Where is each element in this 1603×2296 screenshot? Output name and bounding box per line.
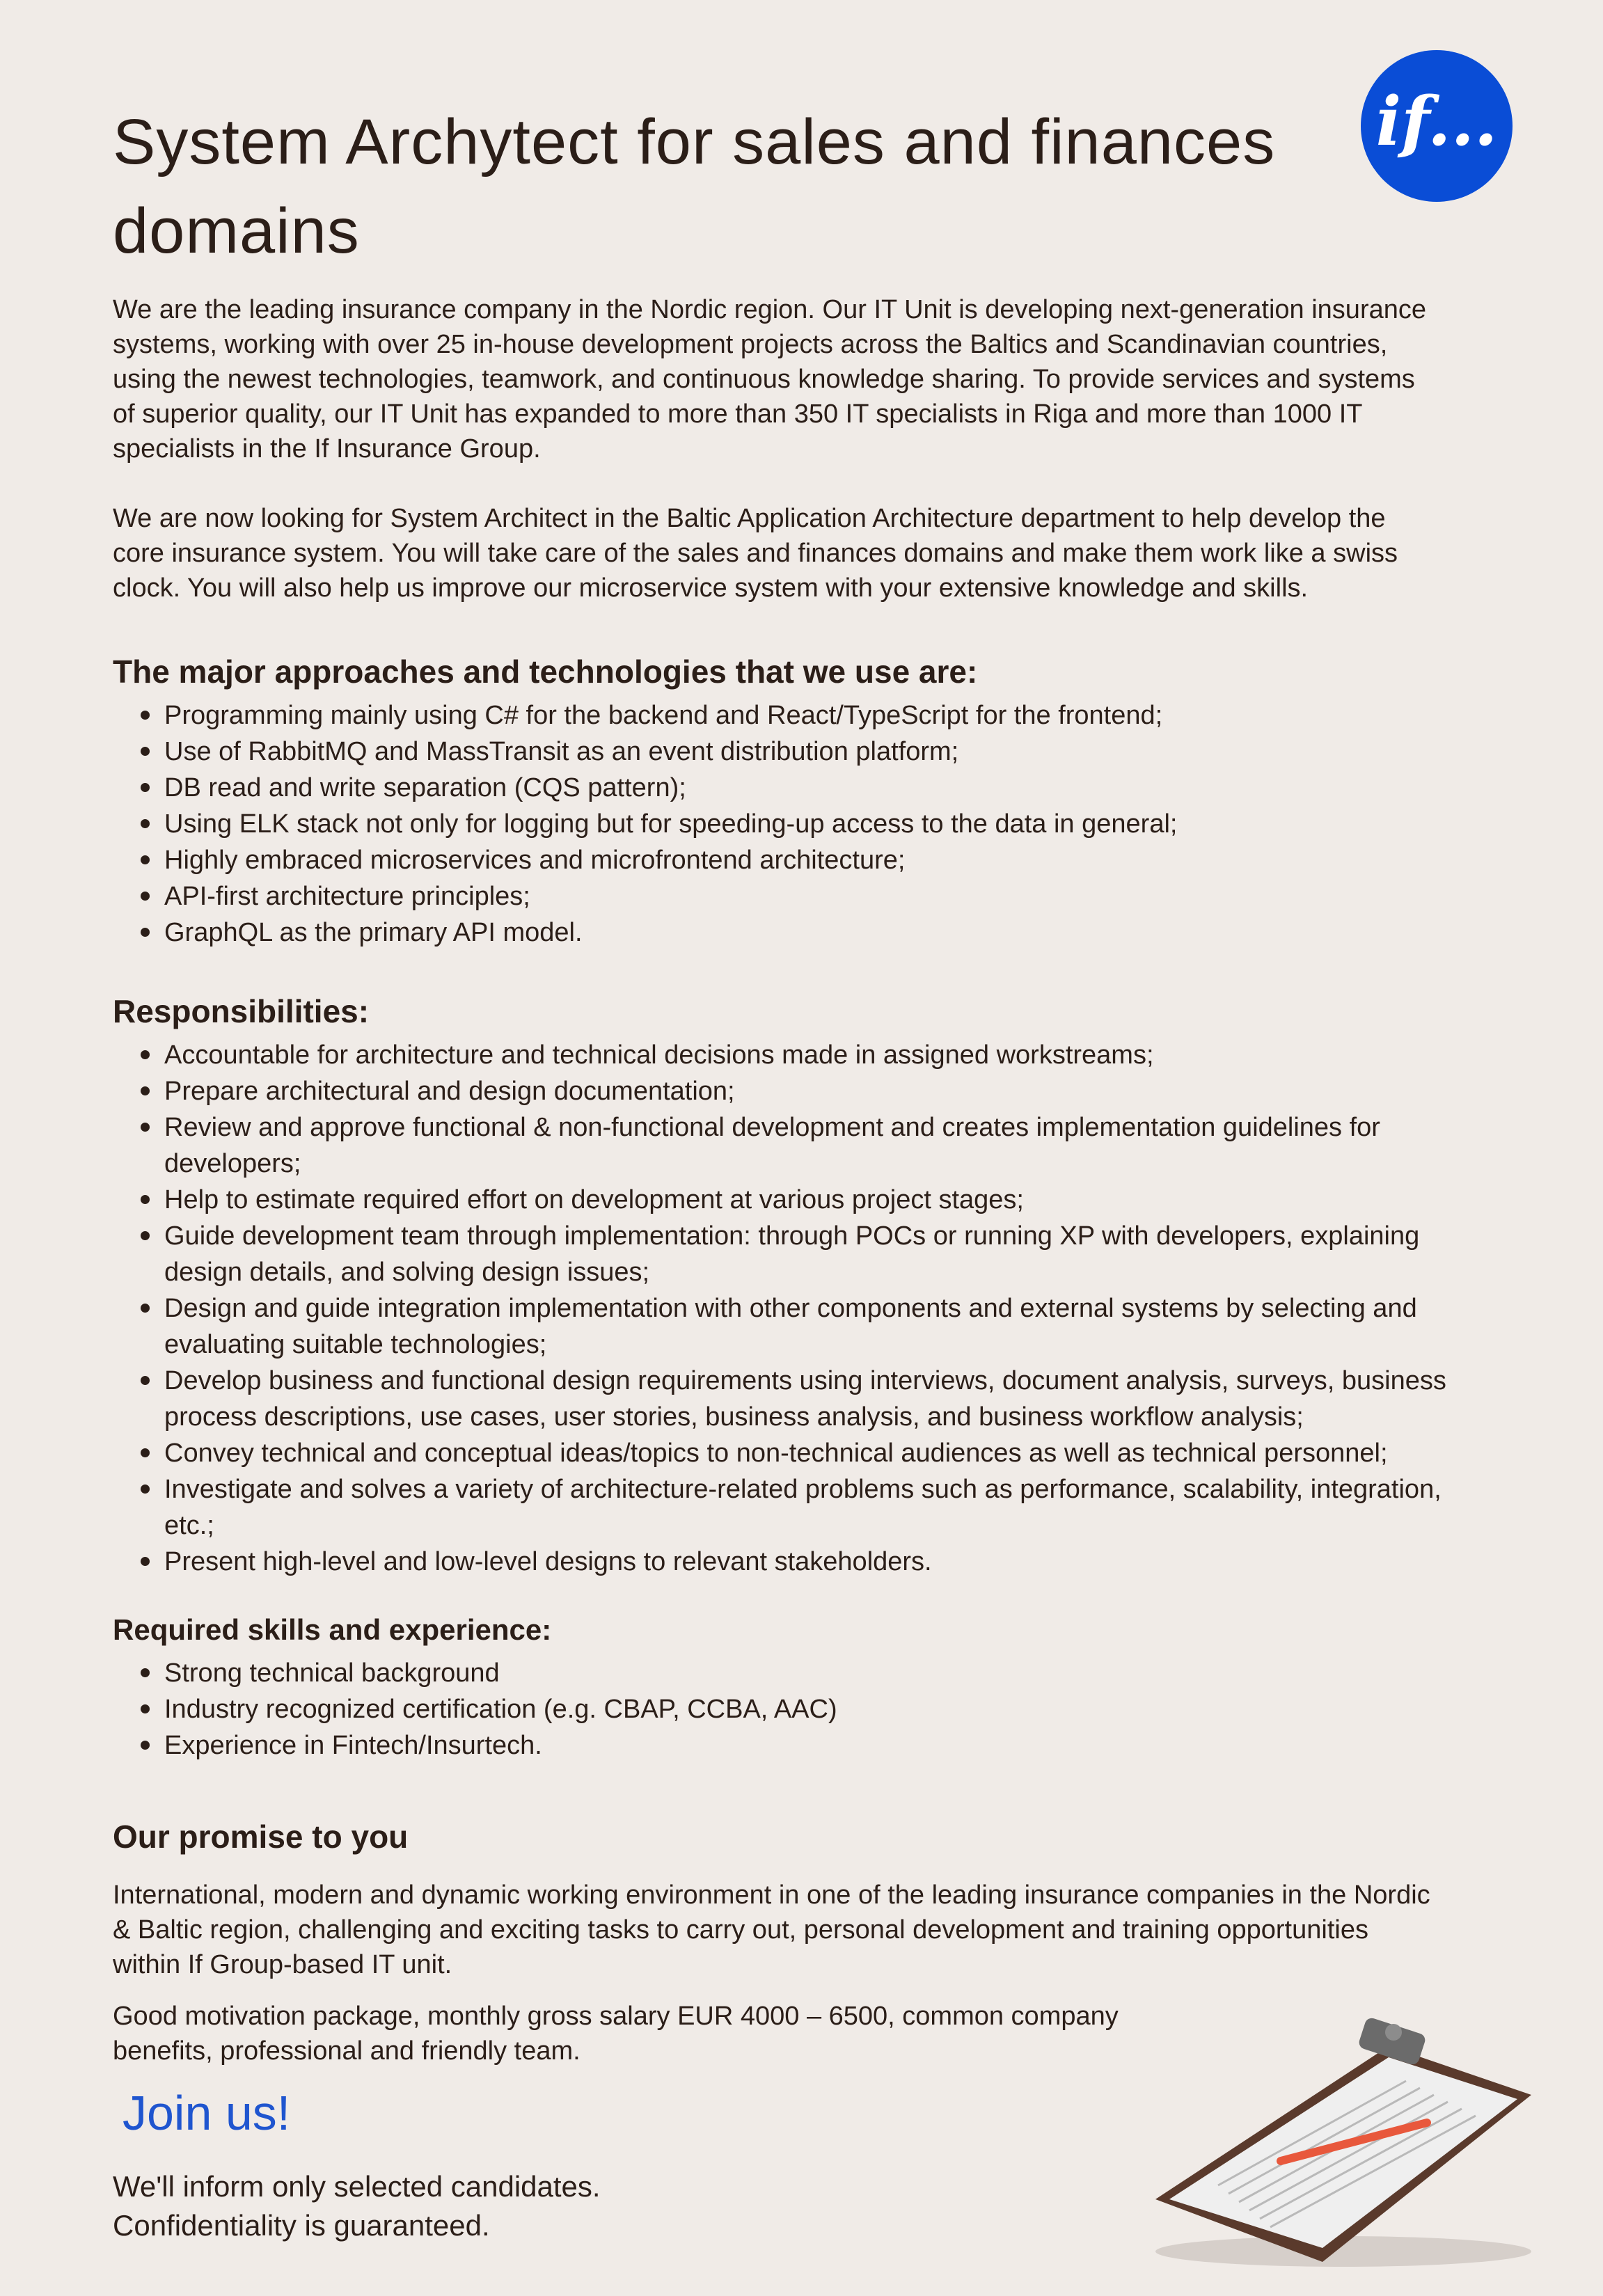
join-us-heading: Join us! [123,2086,291,2140]
logo-text: if... [1375,82,1498,161]
list-item: Experience in Fintech/Insurtech. [139,1727,1448,1764]
list-item: Help to estimate required effort on development at various project stages; [139,1182,1448,1218]
skills-heading: Required skills and experience: [113,1613,552,1646]
list-item: Programming mainly using C# for the backend and React/TypeScript for the frontend; [139,697,1448,734]
list-item: Develop business and functional design requirements using interviews, document analysis, surveys, business process descriptions, use cases, user stories, business analysis, and business workflow analysis; [139,1363,1448,1435]
promise-paragraph-1: International, modern and dynamic working environment in one of the leading insurance companies in the Nordic & Baltic region, challenging and exciting tasks to carry out, personal development and training opportunities within If Group-based IT unit. [113,1881,1430,1979]
list-item: Prepare architectural and design documentation; [139,1073,1448,1109]
list-item: Design and guide integration implementation with other components and external systems by selecting and evaluating suitable technologies; [139,1290,1448,1363]
list-item: Industry recognized certification (e.g. CBAP, CCBA, AAC) [139,1691,1448,1727]
closing-line-1: We'll inform only selected candidates. [113,2170,601,2203]
list-item: GraphQL as the primary API model. [139,915,1448,951]
list-item: Review and approve functional & non-functional development and creates implementation guidelines for developers; [139,1109,1448,1182]
list-item: Present high-level and low-level designs to relevant stakeholders. [139,1544,1448,1580]
list-item: Use of RabbitMQ and MassTransit as an event distribution platform; [139,734,1448,770]
list-item: Accountable for architecture and technical decisions made in assigned workstreams; [139,1037,1448,1073]
approaches-list [139,697,1448,951]
clipboard-illustration [1114,1990,1545,2269]
list-item: Using ELK stack not only for logging but for speeding-up access to the data in general; [139,806,1448,842]
list-item: Guide development team through implementation: through POCs or running XP with developers, explaining design details, and solving design issues; [139,1218,1448,1290]
responsibilities-list [139,1037,1448,1580]
closing-note [113,2167,601,2245]
list-item: Convey technical and conceptual ideas/topics to non-technical audiences as well as technical personnel; [139,1435,1448,1471]
list-item: Investigate and solves a variety of architecture-related problems such as performance, scalability, integration, etc.; [139,1471,1448,1544]
intro-paragraph-1: We are the leading insurance company in the Nordic region. Our IT Unit is developing next-generation insurance systems, working with over 25 in-house development projects across the Baltics and Scandinavian countries, using the newest technologies, teamwork, and continuous knowledge sharing. To provide services and systems of superior quality, our IT Unit has expanded to more than 350 IT specialists in Riga and more than 1000 IT specialists in the If Insurance Group. [113,295,1426,464]
list-item: DB read and write separation (CQS pattern); [139,770,1448,806]
intro-paragraph-2: We are now looking for System Architect in the Baltic Application Architecture department to help develop the core insurance system. You will take care of the sales and finances domains and make them work like a swiss clock. You will also help us improve our microservice system with your extensive knowledge and skills. [113,504,1398,603]
salary-intro: Good motivation package, monthly gross salary [113,2002,678,2031]
approaches-heading: The major approaches and technologies that we use are: [113,654,978,690]
salary-range: EUR 4000 – 6500 [677,2002,888,2031]
benefits-text: , common company benefits, professional and friendly team. [113,2002,1119,2066]
if-logo [1361,50,1513,202]
promise-paragraph-2 [113,1999,1171,2068]
responsibilities-heading: Responsibilities: [113,993,370,1029]
list-item: Strong technical background [139,1655,1448,1691]
list-item: API-first architecture principles; [139,878,1448,915]
promise-heading: Our promise to you [113,1819,409,1855]
page-title: System Archytect for sales and finances domains [113,106,1276,267]
list-item: Highly embraced microservices and microfrontend architecture; [139,842,1448,878]
closing-line-2: Confidentiality is guaranteed. [113,2209,490,2242]
skills-list [139,1655,1448,1764]
